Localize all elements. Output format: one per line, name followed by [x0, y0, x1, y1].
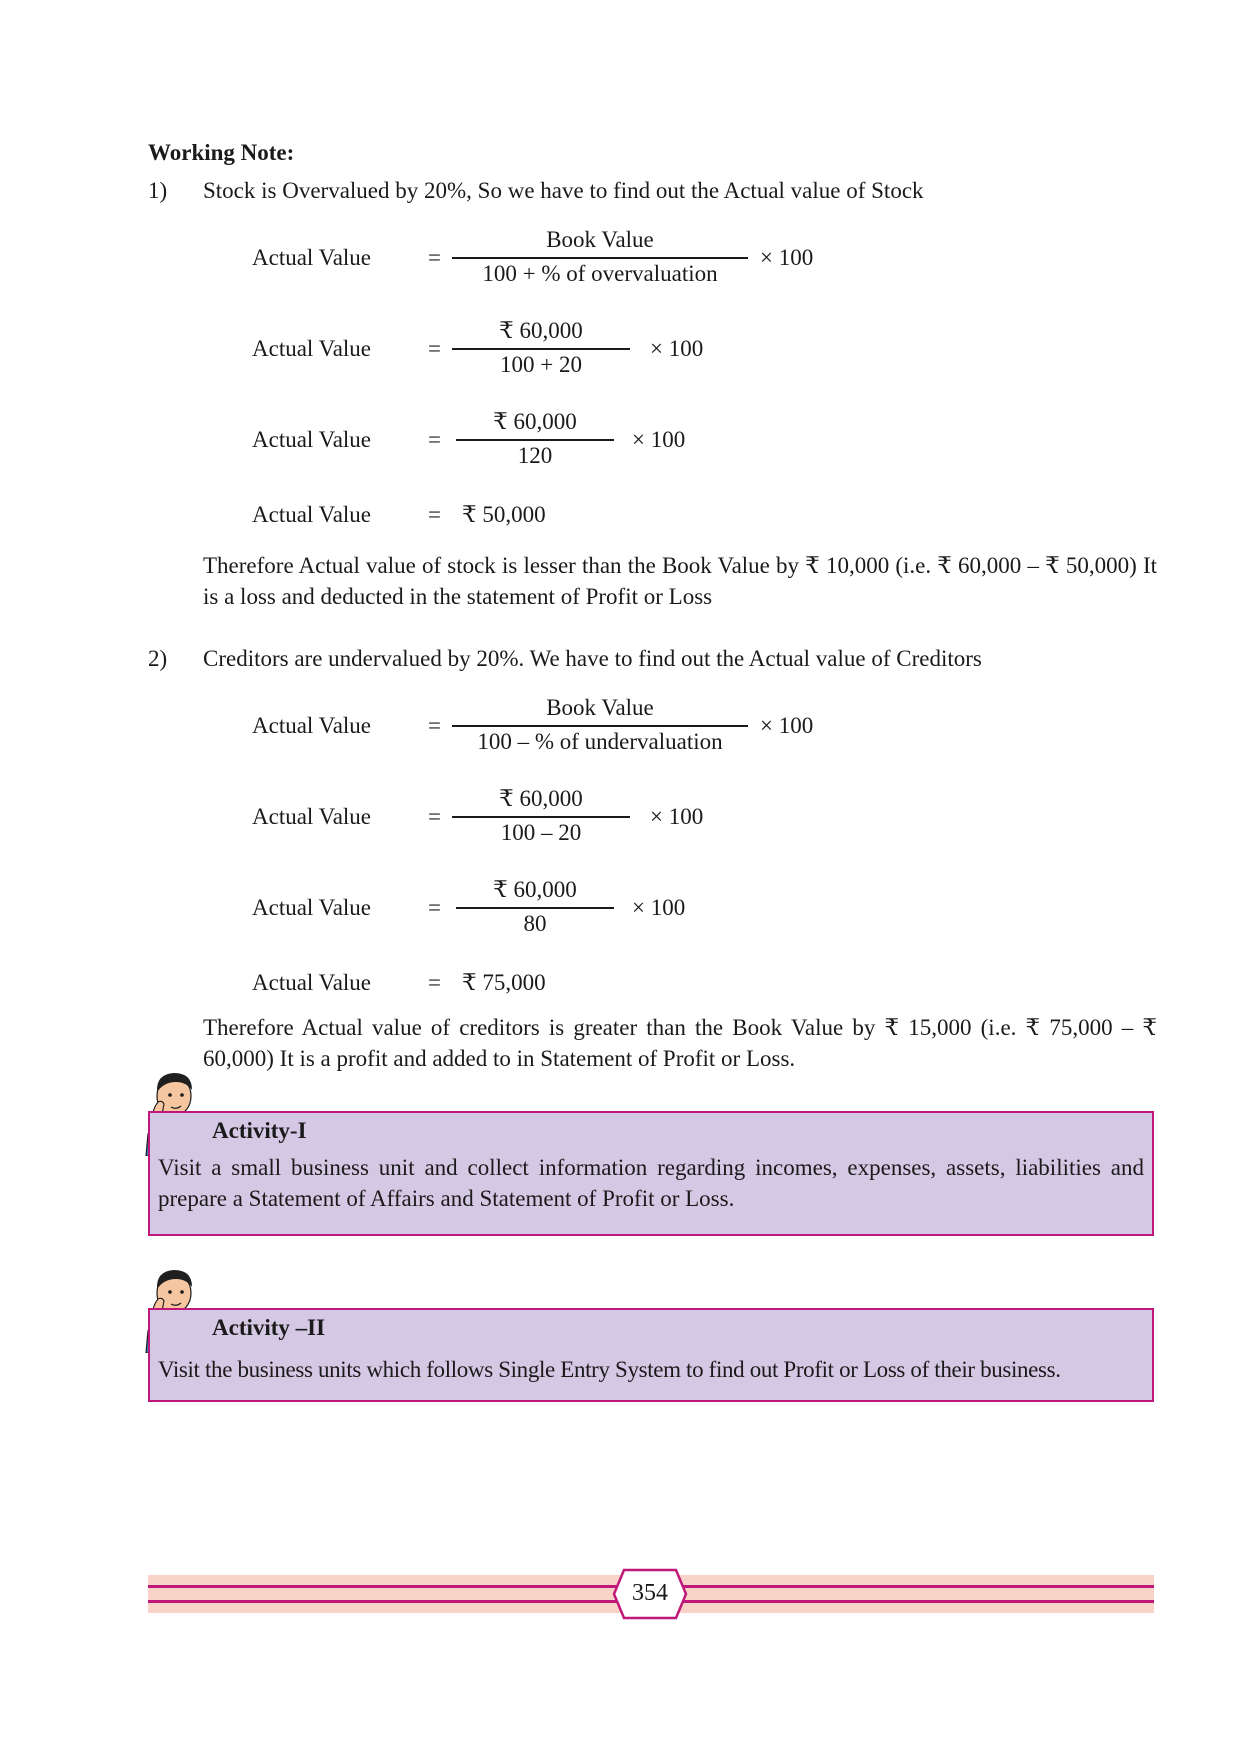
step-label: Actual Value [252, 713, 372, 738]
equals-sign: = [428, 970, 441, 995]
item-intro: Creditors are undervalued by 20%. We have to find out the Actual value of Creditors [203, 646, 982, 671]
fraction-numerator: Book Value [546, 695, 654, 720]
activity-box [148, 1308, 1154, 1402]
step-label: Actual Value [252, 427, 372, 452]
fraction-denominator: 80 [523, 911, 547, 936]
fraction-bar [452, 725, 748, 727]
equals-sign: = [428, 336, 441, 361]
activity-text: Visit the business units which follows Single Entry System to find out Profit or Loss of their business. [158, 1357, 1061, 1382]
step-label: Actual Value [252, 502, 372, 527]
equals-sign: = [428, 804, 441, 829]
multiplier: × 100 [632, 895, 686, 920]
conclusion-paragraph: Therefore Actual value of creditors is greater than the Book Value by ₹ 15,000 (i.e. ₹ 75,000 – ₹ 60,000) It is a profit and added to in Statement of Profit or Loss. [203, 1015, 1157, 1071]
item-number: 1) [148, 178, 168, 203]
equals-sign: = [428, 713, 441, 738]
activity-box [148, 1111, 1154, 1236]
fraction-denominator: 100 + 20 [500, 352, 582, 377]
equals-sign: = [428, 427, 441, 452]
step-label: Actual Value [252, 804, 372, 829]
conclusion-paragraph: Therefore Actual value of stock is lesser than the Book Value by ₹ 10,000 (i.e. ₹ 60,000 – ₹ 50,000) It is a loss and deducted in the statement of Profit or Loss [203, 553, 1157, 609]
activity-title: Activity-I [212, 1118, 307, 1143]
page-number: 354 [632, 1580, 668, 1606]
fraction-denominator: 100 – % of undervaluation [477, 729, 723, 754]
step-label: Actual Value [252, 336, 372, 361]
item-intro: Stock is Overvalued by 20%, So we have to find out the Actual value of Stock [203, 178, 924, 203]
multiplier: × 100 [650, 336, 704, 361]
fraction-bar [452, 348, 630, 350]
result-value: ₹ 50,000 [462, 502, 546, 527]
multiplier: × 100 [760, 713, 814, 738]
result-value: ₹ 75,000 [462, 970, 546, 995]
fraction-numerator: ₹ 60,000 [499, 318, 583, 343]
equals-sign: = [428, 895, 441, 920]
activity-text: Visit a small business unit and collect information regarding incomes, expenses, assets, liabilities and prepare a Statement of Affairs and Statement of Profit or Loss. [158, 1155, 1144, 1211]
fraction-bar [452, 816, 630, 818]
equals-sign: = [428, 245, 441, 270]
multiplier: × 100 [650, 804, 704, 829]
fraction-numerator: ₹ 60,000 [493, 409, 577, 434]
fraction-numerator: ₹ 60,000 [493, 877, 577, 902]
fraction-bar [456, 439, 614, 441]
activity-title: Activity –II [212, 1315, 326, 1340]
fraction-denominator: 100 + % of overvaluation [482, 261, 718, 286]
multiplier: × 100 [632, 427, 686, 452]
fraction-denominator: 120 [517, 443, 553, 468]
step-label: Actual Value [252, 245, 372, 270]
multiplier: × 100 [760, 245, 814, 270]
fraction-bar [456, 907, 614, 909]
fraction-denominator: 100 – 20 [500, 820, 582, 845]
fraction-bar [452, 257, 748, 259]
step-label: Actual Value [252, 895, 372, 920]
fraction-numerator: Book Value [546, 227, 654, 252]
fraction-numerator: ₹ 60,000 [499, 786, 583, 811]
item-number: 2) [148, 646, 168, 671]
working-note-heading: Working Note: [148, 140, 295, 165]
step-label: Actual Value [252, 970, 372, 995]
equals-sign: = [428, 502, 441, 527]
